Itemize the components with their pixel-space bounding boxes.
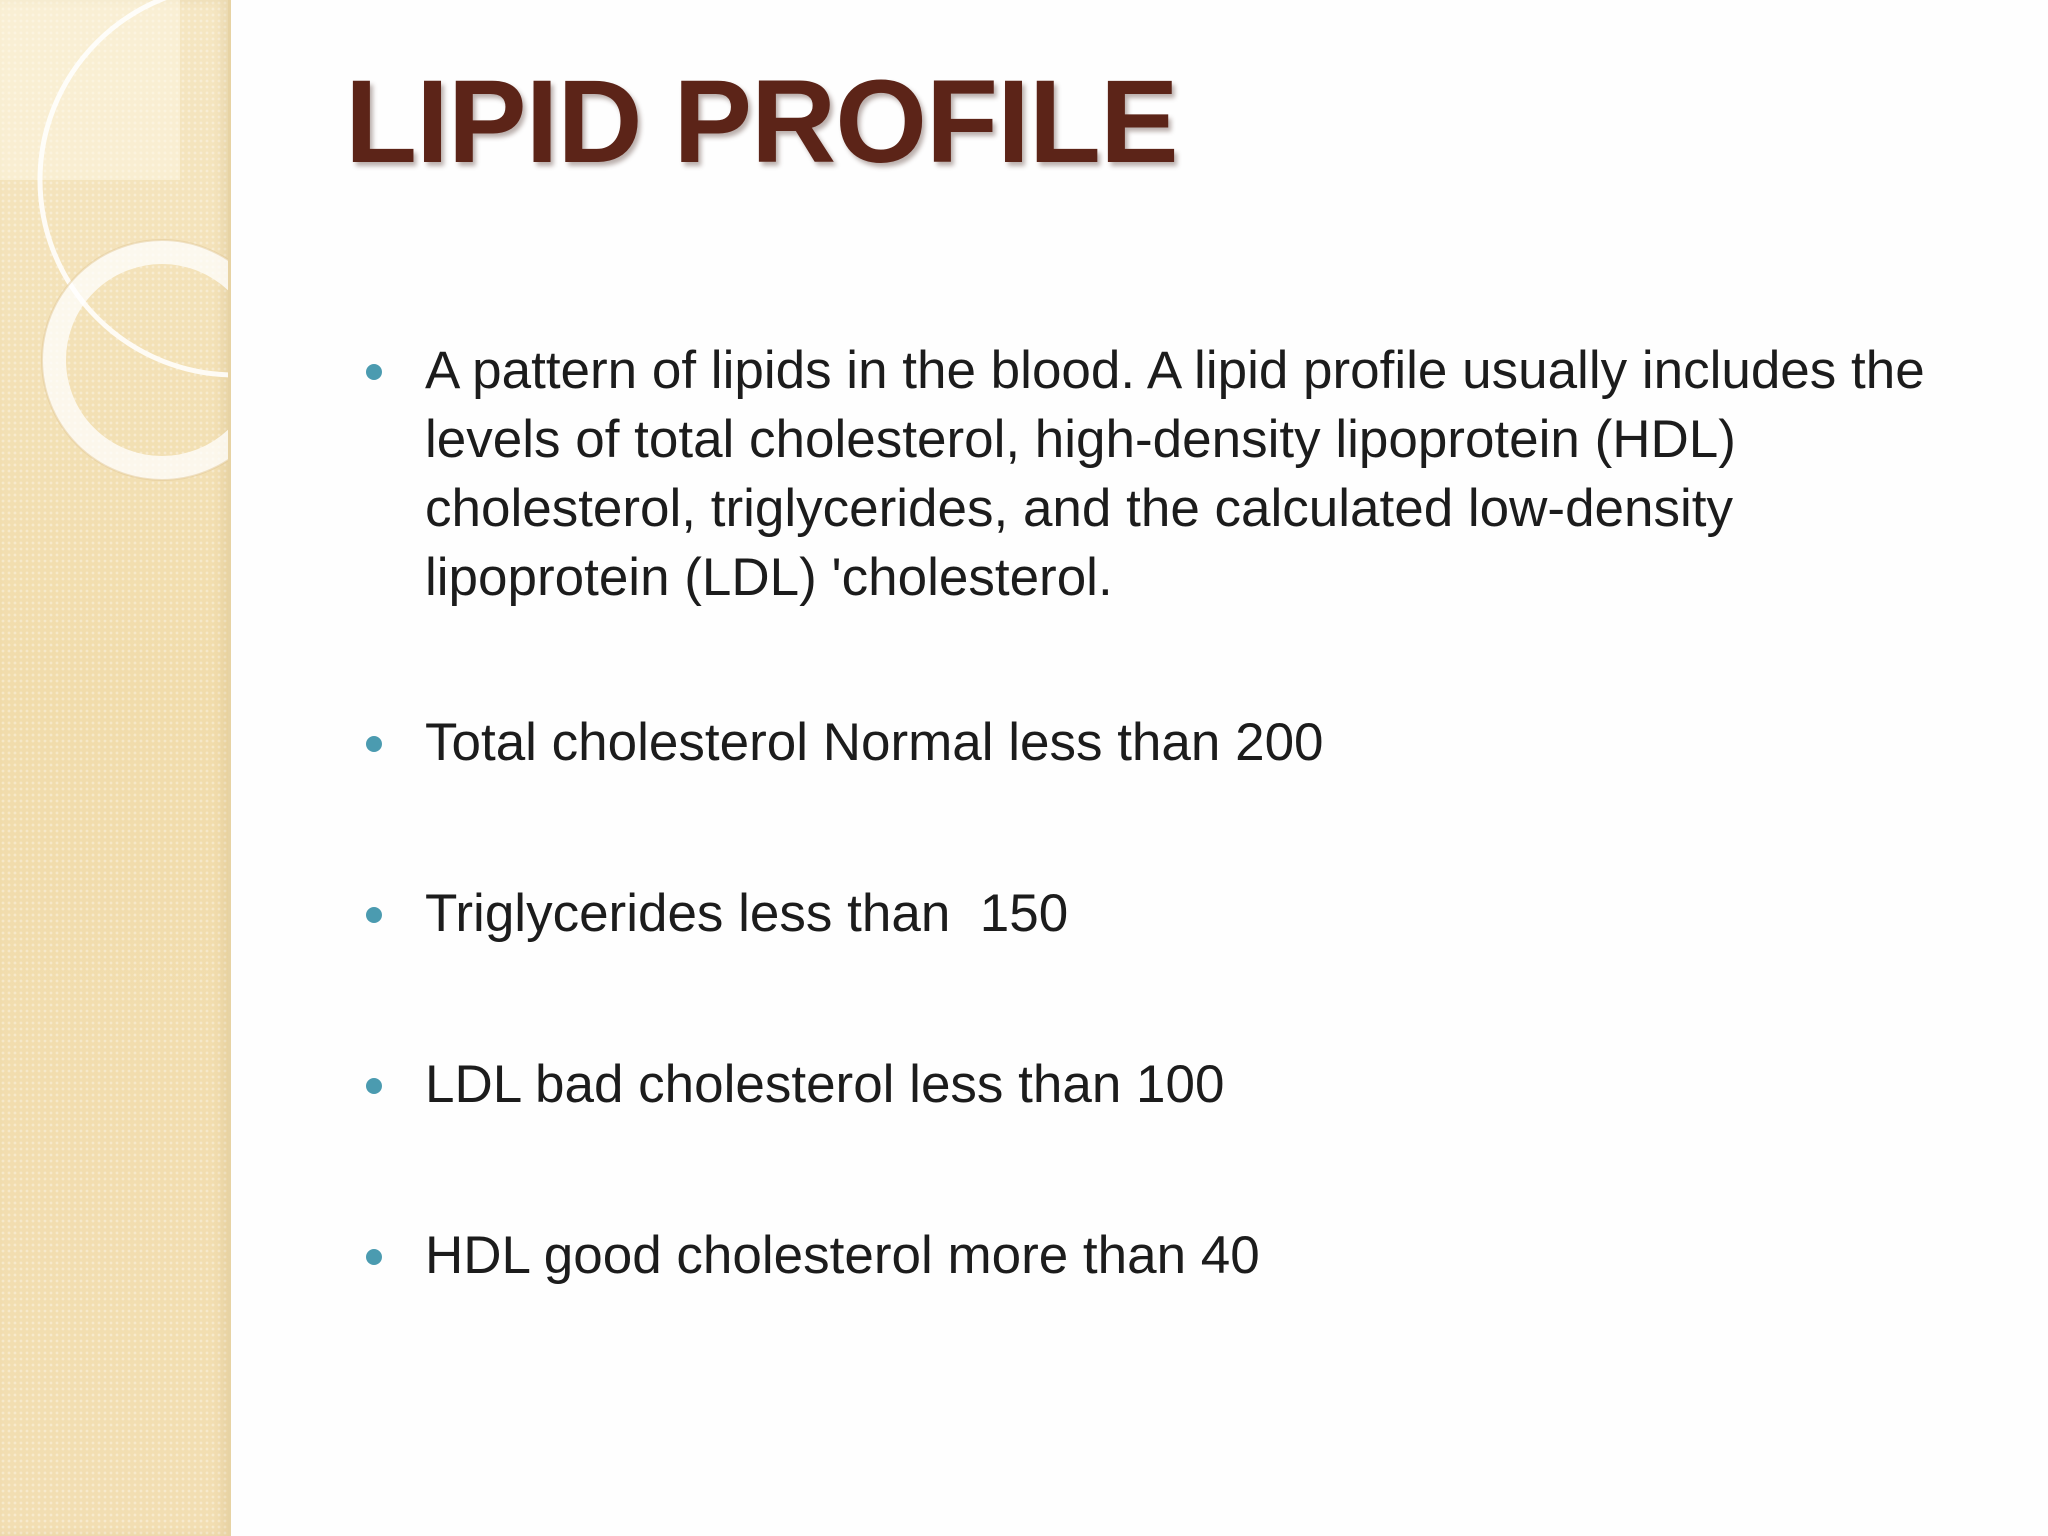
bullet-item-ldl <box>360 1050 1980 1119</box>
bullet-dot-icon <box>366 907 382 923</box>
bullet-text: Total cholesterol Normal less than 200 <box>425 713 1324 772</box>
slide-title: LIPID PROFILE <box>345 56 1178 188</box>
bullet-text: A pattern of lipids in the blood. A lipid profile usually includes the levels of total cholesterol, high-density lipoprotein (HDL) cholesterol, triglycerides, and the calculated low-density lipoprotein (LDL) 'cholesterol. <box>425 341 1925 607</box>
bullet-dot-icon <box>366 1249 382 1265</box>
bullet-dot-icon <box>366 736 382 752</box>
bullet-dot-icon <box>366 1078 382 1094</box>
bullet-item-triglycerides <box>360 879 1980 948</box>
bullet-list <box>360 336 1980 1290</box>
bullet-text: HDL good cholesterol more than 40 <box>425 1226 1260 1285</box>
bullet-item-total-cholesterol <box>360 708 1980 777</box>
bullet-dot-icon <box>366 364 382 380</box>
decorative-side-panel <box>0 0 231 1536</box>
bullet-item-hdl <box>360 1221 1980 1290</box>
bullet-item-definition <box>360 336 1980 612</box>
bullet-text: Triglycerides less than 150 <box>425 884 1069 943</box>
ring-ornament-icon <box>0 0 228 520</box>
bullet-text: LDL bad cholesterol less than 100 <box>425 1055 1225 1114</box>
